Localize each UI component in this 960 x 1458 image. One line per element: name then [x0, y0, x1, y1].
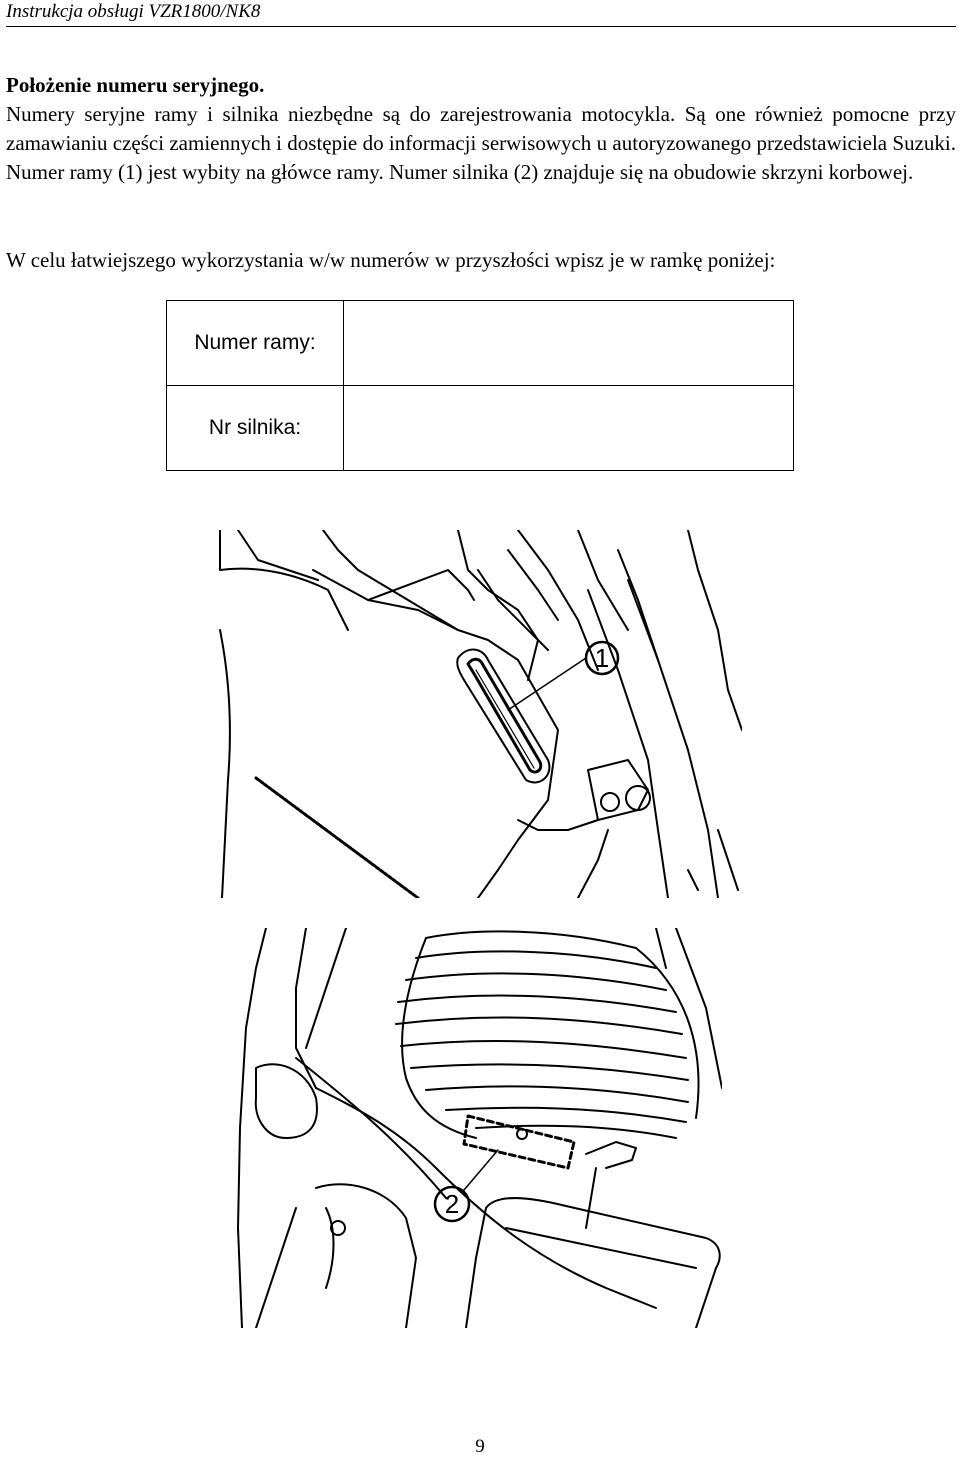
fill-in-instruction: W celu łatwiejszego wykorzystania w/w numerów w przyszłości wpisz je w ramkę poniżej:	[6, 248, 776, 272]
engine-number-label: Nr silnika:	[167, 386, 344, 471]
frame-number-label: Numer ramy:	[167, 301, 344, 386]
page-header	[6, 0, 956, 27]
callout-1: 1	[594, 643, 610, 673]
callout-2: 2	[444, 1189, 460, 1219]
engine-number-field[interactable]	[344, 386, 794, 471]
engine-number-row	[167, 386, 794, 471]
frame-number-field[interactable]	[344, 301, 794, 386]
serial-number-description: Numery seryjne ramy i silnika niezbędne są do zarejestrowania motocykla. Są one również pomocne przy zamawianiu części zamiennych i dostępie do informacji serwisowych u autoryzowanego przedstawiciela Suzuki. Numer ramy (1) jest wybity na główce ramy. Numer silnika (2) znajduje się na obudowie skrzyni korbowej.	[6, 102, 956, 184]
engine-number-illustration	[236, 928, 722, 1328]
crankcase-drawing	[236, 928, 722, 1328]
serial-number-table	[166, 300, 794, 471]
page-number: 9	[475, 1436, 485, 1457]
frame-number-row	[167, 301, 794, 386]
manual-title: Instrukcja obsługi VZR1800/NK8	[6, 1, 261, 22]
steering-head-drawing	[218, 530, 742, 898]
frame-number-illustration	[218, 530, 742, 898]
section-title: Położenie numeru seryjnego.	[6, 73, 265, 97]
